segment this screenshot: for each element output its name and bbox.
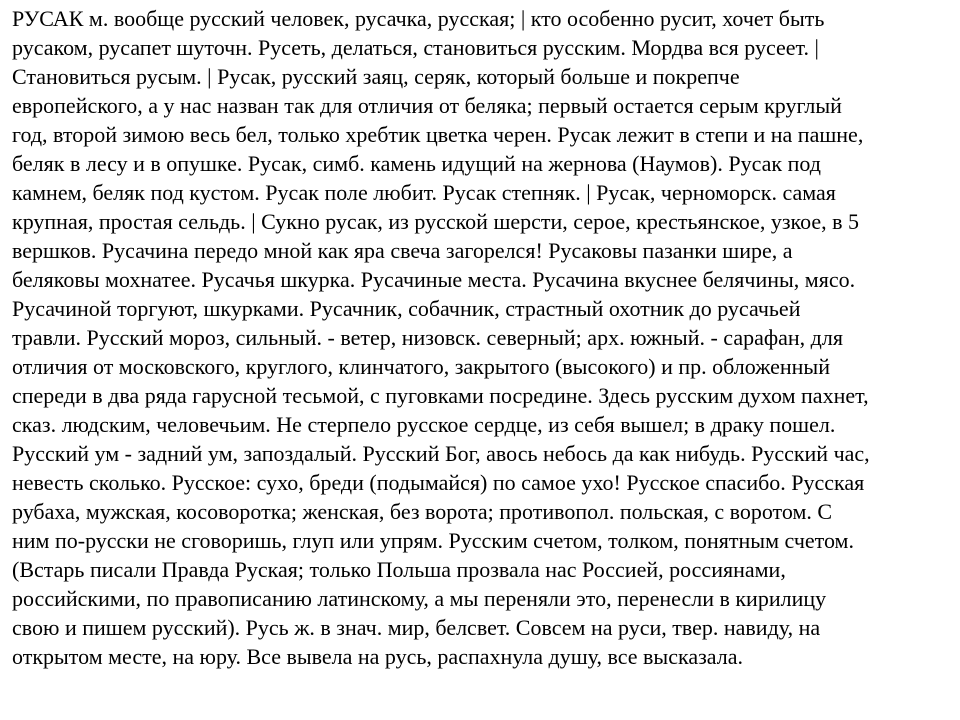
text-line: спереди в два ряда гарусной тесьмой, с пуговками посредине. Здесь русским духом пахнет, <box>12 383 869 408</box>
text-line: год, второй зимою весь бел, только хребтик цветка черен. Русак лежит в степи и на пашне, <box>12 122 864 147</box>
text-line: отличия от московского, круглого, клинчатого, закрытого (высокого) и пр. обложенный <box>12 354 830 379</box>
text-line: открытом месте, на юру. Все вывела на русь, распахнула душу, все высказала. <box>12 644 743 669</box>
text-line: беляковы мохнатее. Русачья шкурка. Русачиные места. Русачина вкуснее белячины, мясо. <box>12 267 856 292</box>
text-line: травли. Русский мороз, сильный. - ветер, низовск. северный; арх. южный. - сарафан, для <box>12 325 843 350</box>
text-line: невесть сколько. Русское: сухо, бреди (подымайся) по самое ухо! Русское спасибо. Русская <box>12 470 865 495</box>
text-line: Русачиной торгуют, шкурками. Русачник, собачник, страстный охотник до русачьей <box>12 296 801 321</box>
text-line: европейского, а у нас назван так для отличия от беляка; первый остается серым круглый <box>12 93 842 118</box>
text-line: рубаха, мужская, косоворотка; женская, без ворота; противопол. польская, с воротом. С <box>12 499 833 524</box>
text-line: вершков. Русачина передо мной как яра свеча загорелся! Русаковы пазанки шире, а <box>12 238 793 263</box>
text-line: крупная, простая сельдь. | Сукно русак, из русской шерсти, серое, крестьянское, узкое, в 5 <box>12 209 859 234</box>
text-line: Становиться русым. | Русак, русский заяц, серяк, который больше и покрепче <box>12 64 740 89</box>
text-line: российскими, по правописанию латинскому, а мы переняли это, перенесли в кирилицу <box>12 586 827 611</box>
dictionary-entry <box>12 4 957 671</box>
text-line: свою и пишем русский). Русь ж. в знач. мир, белсвет. Совсем на руси, твер. навиду, на <box>12 615 821 640</box>
text-line: Русский ум - задний ум, запоздалый. Русский Бог, авось небось да как нибудь. Русский час, <box>12 441 870 466</box>
text-line: (Встарь писали Правда Руская; только Польша прозвала нас Россией, россиянами, <box>12 557 786 582</box>
text-line: РУСАК м. вообще русский человек, русачка, русская; | кто особенно русит, хочет быть <box>12 6 825 31</box>
text-line: беляк в лесу и в опушке. Русак, симб. камень идущий на жернова (Наумов). Русак под <box>12 151 821 176</box>
text-line: камнем, беляк под кустом. Русак поле любит. Русак степняк. | Русак, черноморск. самая <box>12 180 836 205</box>
text-line: русаком, русапет шуточн. Русеть, делаться, становиться русским. Мордва вся русеет. | <box>12 35 819 60</box>
text-line: сказ. людским, человечьим. Не стерпело русское сердце, из себя вышел; в драку пошел. <box>12 412 836 437</box>
text-line: ним по-русски не сговоришь, глуп или упрям. Русским счетом, толком, понятным счетом. <box>12 528 854 553</box>
